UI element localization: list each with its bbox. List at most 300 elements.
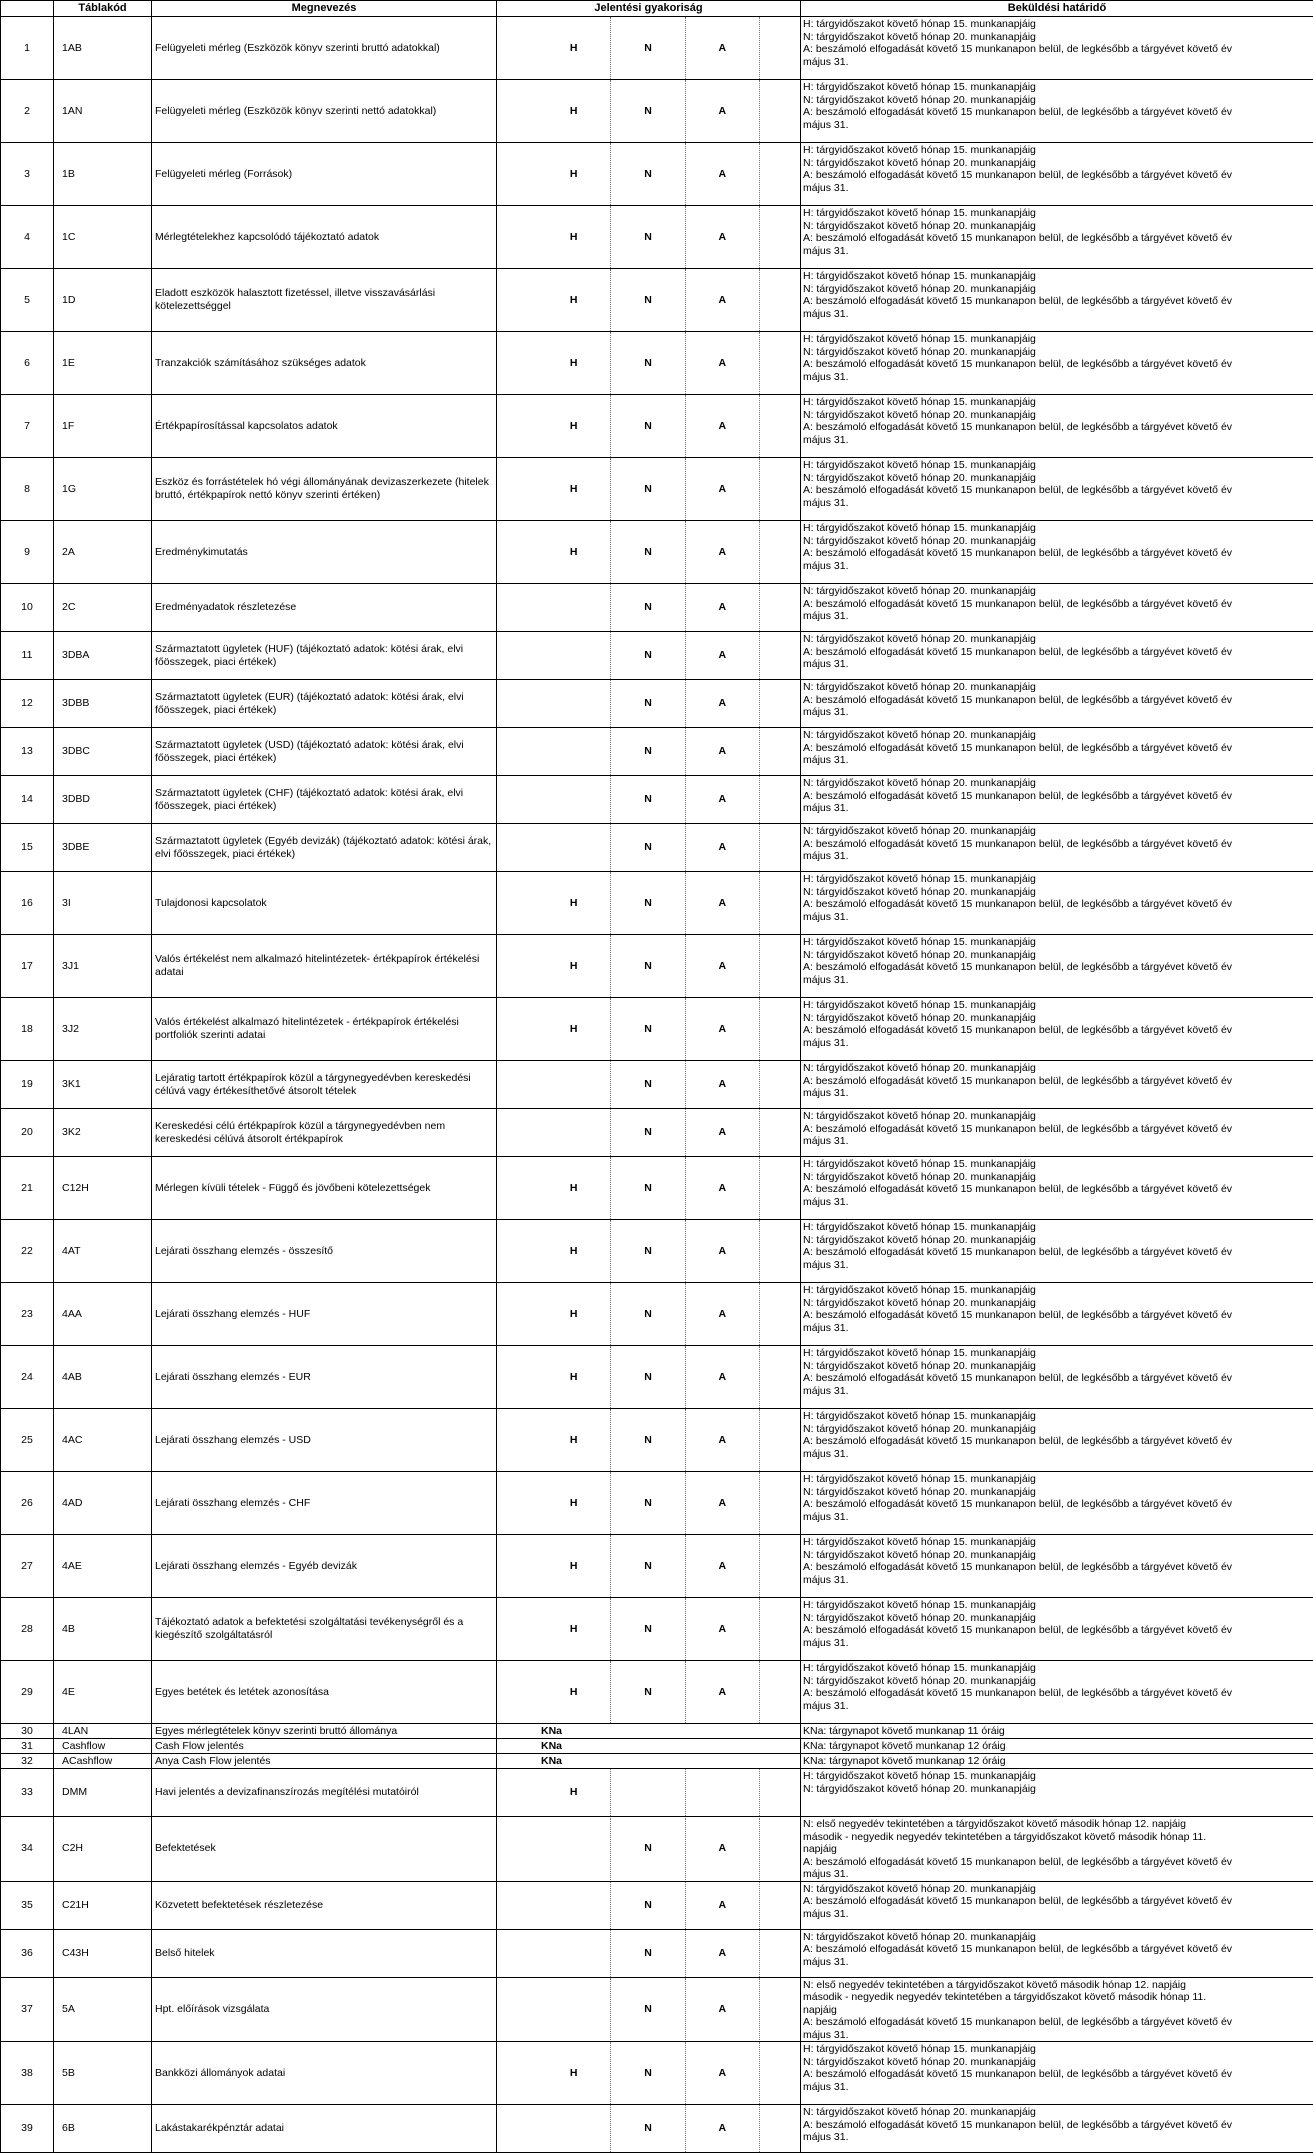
deadline-line: A: beszámoló elfogadását követő 15 munkanapon belül, de legkésőbb a tárgyévet követő év (803, 742, 1311, 755)
deadline-line: május 31. (803, 1637, 1311, 1650)
deadline-line: N: tárgyidőszakot követő hónap 20. munkanapjáig (803, 535, 1311, 548)
row-number: 20 (1, 1109, 54, 1157)
deadline-line: N: tárgyidőszakot követő hónap 20. munkanapjáig (803, 633, 1311, 646)
deadline-line: A: beszámoló elfogadását követő 15 munkanapon belül, de legkésőbb a tárgyévet követő év (803, 598, 1311, 611)
deadline-line: N: tárgyidőszakot követő hónap 20. munkanapjáig (803, 681, 1311, 694)
frequency-n (611, 1769, 685, 1816)
frequency-a: A (686, 1220, 760, 1282)
table-name: Befektetések (152, 1817, 497, 1882)
deadline-line: N: tárgyidőszakot követő hónap 20. munkanapjáig (803, 2056, 1311, 2069)
frequency-a: A (686, 1535, 760, 1597)
frequency-h: H (537, 1769, 611, 1816)
table-body (1, 17, 1313, 2153)
table-row (1, 458, 1313, 521)
deadline-line: A: beszámoló elfogadását követő 15 munkanapon belül, de legkésőbb a tárgyévet követő év (803, 484, 1311, 497)
frequency-cell (497, 872, 801, 935)
frequency-h (537, 824, 611, 871)
deadline-line: N: tárgyidőszakot követő hónap 20. munkanapjáig (803, 1883, 1311, 1896)
deadline-line: A: beszámoló elfogadását követő 15 munkanapon belül, de legkésőbb a tárgyévet követő év (803, 1183, 1311, 1196)
table-code: 5A (54, 1977, 152, 2042)
frequency-cell (497, 1061, 801, 1109)
deadline-line: N: tárgyidőszakot követő hónap 20. munkanapjáig (803, 825, 1311, 838)
deadline-line: H: tárgyidőszakot követő hónap 15. munkanapjáig (803, 873, 1311, 886)
frequency-h: H (537, 1220, 611, 1282)
table-row (1, 680, 1313, 728)
deadline-line: A: beszámoló elfogadását követő 15 munkanapon belül, de legkésőbb a tárgyévet követő év (803, 1309, 1311, 1322)
frequency-a: A (686, 1157, 760, 1219)
deadline-cell (801, 1739, 1313, 1754)
deadline-line: május 31. (803, 1868, 1311, 1881)
row-number: 6 (1, 332, 54, 395)
frequency-cell (497, 728, 801, 776)
row-number: 18 (1, 998, 54, 1061)
deadline-line: N: tárgyidőszakot követő hónap 20. munkanapjáig (803, 1012, 1311, 1025)
frequency-cell (497, 1661, 801, 1724)
deadline-line: N: tárgyidőszakot követő hónap 20. munkanapjáig (803, 346, 1311, 359)
table-code: 1D (54, 269, 152, 332)
table-name: Valós értékelést nem alkalmazó hitelintézetek- értékpapírok értékelési adatai (152, 935, 497, 998)
frequency-a: A (686, 1978, 760, 2040)
deadline-cell (801, 1409, 1313, 1472)
row-number: 32 (1, 1754, 54, 1769)
deadline-cell (801, 1598, 1313, 1661)
table-name: Származtatott ügyletek (EUR) (tájékoztató adatok: kötési árak, elvi főösszegek, piaci értékek) (152, 680, 497, 728)
frequency-a: A (686, 1818, 760, 1880)
deadline-cell (801, 80, 1313, 143)
row-number: 17 (1, 935, 54, 998)
deadline-line: H: tárgyidőszakot követő hónap 15. munkanapjáig (803, 1536, 1311, 1549)
frequency-h: H (537, 1598, 611, 1660)
deadline-line: május 31. (803, 1087, 1311, 1100)
frequency-cell (497, 1220, 801, 1283)
deadline-line: A: beszámoló elfogadását követő 15 munkanapon belül, de legkésőbb a tárgyévet követő év (803, 1943, 1311, 1956)
table-row (1, 1346, 1313, 1409)
frequency-n: N (611, 1978, 685, 2040)
table-row (1, 1754, 1313, 1769)
frequency-a: A (686, 1409, 760, 1471)
row-number: 21 (1, 1157, 54, 1220)
table-row (1, 632, 1313, 680)
frequency-h: H (537, 17, 611, 79)
deadline-line: H: tárgyidőszakot követő hónap 15. munkanapjáig (803, 1662, 1311, 1675)
deadline-cell (801, 1817, 1313, 1882)
table-name: Felügyeleti mérleg (Eszközök könyv szerinti bruttó adatokkal) (152, 17, 497, 80)
deadline-line: H: tárgyidőszakot követő hónap 15. munkanapjáig (803, 2043, 1311, 2056)
frequency-n: N (611, 80, 685, 142)
deadline-line: N: tárgyidőszakot követő hónap 20. munkanapjáig (803, 1612, 1311, 1625)
deadline-line: N: tárgyidőszakot követő hónap 20. munkanapjáig (803, 1486, 1311, 1499)
table-row (1, 1929, 1313, 1977)
frequency-h: H (537, 1535, 611, 1597)
table-name: Egyes mérlegtételek könyv szerinti bruttó állománya (152, 1724, 497, 1739)
frequency-n: N (611, 332, 685, 394)
table-row (1, 728, 1313, 776)
table-code: 3J2 (54, 998, 152, 1061)
row-number: 34 (1, 1817, 54, 1882)
deadline-cell (801, 998, 1313, 1061)
deadline-line: május 31. (803, 1448, 1311, 1461)
deadline-line: május 31. (803, 658, 1311, 671)
table-row (1, 1739, 1313, 1754)
deadline-cell (801, 1346, 1313, 1409)
frequency-h: H (537, 206, 611, 268)
frequency-n: N (611, 17, 685, 79)
header-deadline: Beküldési határidő (801, 1, 1313, 17)
deadline-cell (801, 1283, 1313, 1346)
table-name: Tájékoztató adatok a befektetési szolgáltatási tevékenységről és a kiegészítő szolgáltatásról (152, 1598, 497, 1661)
frequency-h (537, 776, 611, 823)
row-number: 4 (1, 206, 54, 269)
table-row (1, 824, 1313, 872)
row-number: 14 (1, 776, 54, 824)
table-name: Tranzakciók számításához szükséges adatok (152, 332, 497, 395)
deadline-cell (801, 680, 1313, 728)
frequency-cell (497, 458, 801, 521)
row-number: 36 (1, 1929, 54, 1977)
row-number: 10 (1, 584, 54, 632)
table-row (1, 1061, 1313, 1109)
table-row (1, 206, 1313, 269)
frequency-n: N (611, 1661, 685, 1723)
deadline-line: május 31. (803, 119, 1311, 132)
frequency-cell (497, 935, 801, 998)
frequency-n: N (611, 1472, 685, 1534)
header-row (1, 1, 1313, 17)
frequency-h: H (537, 1283, 611, 1345)
table-code: 4AD (54, 1472, 152, 1535)
table-code: 3K1 (54, 1061, 152, 1109)
table-code: 1G (54, 458, 152, 521)
frequency-h: H (537, 395, 611, 457)
deadline-line: H: tárgyidőszakot követő hónap 15. munkanapjáig (803, 18, 1311, 31)
deadline-cell (801, 824, 1313, 872)
deadline-line: H: tárgyidőszakot követő hónap 15. munkanapjáig (803, 144, 1311, 157)
frequency-n: N (611, 1818, 685, 1880)
table-code: 1B (54, 143, 152, 206)
frequency-n: N (611, 935, 685, 997)
frequency-cell (497, 1346, 801, 1409)
table-name: Bankközi állományok adatai (152, 2042, 497, 2105)
row-number: 9 (1, 521, 54, 584)
deadline-cell (801, 395, 1313, 458)
deadline-cell (801, 206, 1313, 269)
deadline-line: május 31. (803, 56, 1311, 69)
deadline-line: május 31. (803, 911, 1311, 924)
row-number: 25 (1, 1409, 54, 1472)
deadline-line: május 31. (803, 610, 1311, 623)
frequency-h: H (537, 1409, 611, 1471)
frequency-a: A (686, 935, 760, 997)
header-frequency: Jelentési gyakoriság (497, 1, 801, 17)
frequency-h: H (537, 332, 611, 394)
frequency-h: H (537, 458, 611, 520)
deadline-line: N: tárgyidőszakot követő hónap 20. munkanapjáig (803, 409, 1311, 422)
deadline-cell (801, 1535, 1313, 1598)
frequency-h: H (537, 998, 611, 1060)
row-number: 1 (1, 17, 54, 80)
deadline-line: H: tárgyidőszakot követő hónap 15. munkanapjáig (803, 396, 1311, 409)
table-code: C21H (54, 1881, 152, 1929)
table-row (1, 776, 1313, 824)
table-code: 3DBC (54, 728, 152, 776)
deadline-line: H: tárgyidőszakot követő hónap 15. munkanapjáig (803, 207, 1311, 220)
table-name: Lejárati összhang elemzés - CHF (152, 1472, 497, 1535)
table-name: Cash Flow jelentés (152, 1739, 497, 1754)
deadline-cell (801, 269, 1313, 332)
row-number: 28 (1, 1598, 54, 1661)
frequency-a: A (686, 80, 760, 142)
frequency-h (537, 1061, 611, 1108)
frequency-a: A (686, 728, 760, 775)
table-row (1, 17, 1313, 80)
deadline-line: N: tárgyidőszakot követő hónap 20. munkanapjáig (803, 1234, 1311, 1247)
deadline-line: N: tárgyidőszakot követő hónap 20. munkanapjáig (803, 220, 1311, 233)
frequency-a: A (686, 1346, 760, 1408)
deadline-cell (801, 1220, 1313, 1283)
frequency-cell (497, 776, 801, 824)
deadline-line: A: beszámoló elfogadását követő 15 munkanapon belül, de legkésőbb a tárgyévet követő év (803, 1687, 1311, 1700)
deadline-line: A: beszámoló elfogadását követő 15 munkanapon belül, de legkésőbb a tárgyévet követő év (803, 790, 1311, 803)
table-row (1, 1109, 1313, 1157)
row-number: 3 (1, 143, 54, 206)
frequency-cell (497, 1409, 801, 1472)
frequency-n: N (611, 395, 685, 457)
deadline-cell (801, 1977, 1313, 2042)
deadline-line: május 31. (803, 1574, 1311, 1587)
deadline-line: A: beszámoló elfogadását követő 15 munkanapon belül, de legkésőbb a tárgyévet követő év (803, 2016, 1311, 2029)
row-number: 2 (1, 80, 54, 143)
frequency-cell (497, 1535, 801, 1598)
row-number: 37 (1, 1977, 54, 2042)
frequency-n: N (611, 1061, 685, 1108)
deadline-cell (801, 776, 1313, 824)
table-row (1, 1157, 1313, 1220)
frequency-n: N (611, 998, 685, 1060)
table-code: C12H (54, 1157, 152, 1220)
frequency-cell: KNa (497, 1754, 801, 1769)
table-code: 4AB (54, 1346, 152, 1409)
frequency-cell (497, 80, 801, 143)
deadline-line: N: tárgyidőszakot követő hónap 20. munkanapjáig (803, 1783, 1311, 1796)
row-number: 27 (1, 1535, 54, 1598)
frequency-a: A (686, 824, 760, 871)
deadline-line: második - negyedik negyedév tekintetében a tárgyidőszakot követő második hónap 11. (803, 1831, 1311, 1844)
deadline-line: napjáig (803, 2004, 1311, 2017)
table-row (1, 2105, 1313, 2153)
frequency-cell: KNa (497, 1724, 801, 1739)
frequency-a: A (686, 584, 760, 631)
table-row (1, 80, 1313, 143)
frequency-a: A (686, 1661, 760, 1723)
table-row (1, 1220, 1313, 1283)
frequency-h (537, 1818, 611, 1880)
table-name: Valós értékelést alkalmazó hitelintézetek - értékpapírok értékelési portfoliók szerinti adatai (152, 998, 497, 1061)
table-name: Származtatott ügyletek (HUF) (tájékoztató adatok: kötési árak, elvi főösszegek, piaci értékek) (152, 632, 497, 680)
frequency-a: A (686, 2105, 760, 2152)
deadline-line: N: tárgyidőszakot követő hónap 20. munkanapjáig (803, 1931, 1311, 1944)
table-code: 4AA (54, 1283, 152, 1346)
deadline-line: N: tárgyidőszakot követő hónap 20. munkanapjáig (803, 1171, 1311, 1184)
frequency-cell (497, 2105, 801, 2153)
deadline-cell (801, 1754, 1313, 1769)
deadline-line: H: tárgyidőszakot követő hónap 15. munkanapjáig (803, 1770, 1311, 1783)
frequency-a: A (686, 998, 760, 1060)
row-number: 23 (1, 1283, 54, 1346)
table-row (1, 143, 1313, 206)
frequency-n: N (611, 1882, 685, 1929)
row-number: 29 (1, 1661, 54, 1724)
table-code: C43H (54, 1929, 152, 1977)
table-name: Eredményadatok részletezése (152, 584, 497, 632)
row-number: 7 (1, 395, 54, 458)
table-code: Cashflow (54, 1739, 152, 1754)
table-name: Anya Cash Flow jelentés (152, 1754, 497, 1769)
table-row (1, 998, 1313, 1061)
row-number: 5 (1, 269, 54, 332)
frequency-a: A (686, 1283, 760, 1345)
frequency-n: N (611, 680, 685, 727)
table-name: Lejárati összhang elemzés - összesítő (152, 1220, 497, 1283)
deadline-line: május 31. (803, 850, 1311, 863)
frequency-n: N (611, 1157, 685, 1219)
deadline-line: A: beszámoló elfogadását követő 15 munkanapon belül, de legkésőbb a tárgyévet követő év (803, 295, 1311, 308)
table-row (1, 1881, 1313, 1929)
frequency-a: A (686, 776, 760, 823)
table-row (1, 269, 1313, 332)
deadline-line: május 31. (803, 371, 1311, 384)
frequency-cell (497, 1929, 801, 1977)
deadline-line: A: beszámoló elfogadását követő 15 munkanapon belül, de legkésőbb a tárgyévet követő év (803, 43, 1311, 56)
frequency-n: N (611, 1598, 685, 1660)
deadline-line: H: tárgyidőszakot követő hónap 15. munkanapjáig (803, 1347, 1311, 1360)
frequency-a: A (686, 206, 760, 268)
header-name: Megnevezés (152, 1, 497, 17)
deadline-line: N: tárgyidőszakot követő hónap 20. munkanapjáig (803, 1423, 1311, 1436)
deadline-line: május 31. (803, 1322, 1311, 1335)
deadline-line: H: tárgyidőszakot követő hónap 15. munkanapjáig (803, 270, 1311, 283)
frequency-n: N (611, 824, 685, 871)
deadline-line: május 31. (803, 1259, 1311, 1272)
deadline-line: KNa: tárgynapot követő munkanap 12 óráig (803, 1740, 1311, 1753)
frequency-h: H (537, 143, 611, 205)
deadline-line: N: tárgyidőszakot követő hónap 20. munkanapjáig (803, 1360, 1311, 1373)
frequency-h: H (537, 1661, 611, 1723)
row-number: 11 (1, 632, 54, 680)
deadline-line: A: beszámoló elfogadását követő 15 munkanapon belül, de legkésőbb a tárgyévet követő év (803, 1561, 1311, 1574)
frequency-cell (497, 1109, 801, 1157)
row-number: 16 (1, 872, 54, 935)
frequency-cell (497, 998, 801, 1061)
deadline-line: N: tárgyidőszakot követő hónap 20. munkanapjáig (803, 1110, 1311, 1123)
frequency-cell (497, 1472, 801, 1535)
frequency-cell (497, 269, 801, 332)
deadline-line: A: beszámoló elfogadását követő 15 munkanapon belül, de legkésőbb a tárgyévet követő év (803, 898, 1311, 911)
table-row (1, 1535, 1313, 1598)
deadline-cell (801, 521, 1313, 584)
frequency-h (537, 1882, 611, 1929)
frequency-n: N (611, 2042, 685, 2104)
frequency-a: A (686, 1882, 760, 1929)
deadline-cell (801, 935, 1313, 998)
frequency-cell (497, 521, 801, 584)
table-code: 4AT (54, 1220, 152, 1283)
frequency-h (537, 728, 611, 775)
deadline-line: N: tárgyidőszakot követő hónap 20. munkanapjáig (803, 283, 1311, 296)
frequency-cell (497, 1598, 801, 1661)
frequency-h (537, 1109, 611, 1156)
table-code: 1AB (54, 17, 152, 80)
deadline-line: H: tárgyidőszakot követő hónap 15. munkanapjáig (803, 1284, 1311, 1297)
table-code: 1F (54, 395, 152, 458)
deadline-cell (801, 17, 1313, 80)
frequency-h (537, 2105, 611, 2152)
table-row (1, 1977, 1313, 2042)
table-row (1, 1817, 1313, 1882)
frequency-h (537, 632, 611, 679)
frequency-a: A (686, 521, 760, 583)
frequency-n: N (611, 206, 685, 268)
table-code: 4E (54, 1661, 152, 1724)
frequency-a: A (686, 2042, 760, 2104)
row-number: 33 (1, 1769, 54, 1817)
frequency-n: N (611, 1283, 685, 1345)
deadline-line: A: beszámoló elfogadását követő 15 munkanapon belül, de legkésőbb a tárgyévet követő év (803, 2068, 1311, 2081)
deadline-cell (801, 2042, 1313, 2105)
table-code: 2C (54, 584, 152, 632)
deadline-line: N: tárgyidőszakot követő hónap 20. munkanapjáig (803, 1297, 1311, 1310)
deadline-cell (801, 1061, 1313, 1109)
table-code: 1E (54, 332, 152, 395)
deadline-line: A: beszámoló elfogadását követő 15 munkanapon belül, de legkésőbb a tárgyévet követő év (803, 1856, 1311, 1869)
deadline-line: május 31. (803, 1956, 1311, 1969)
deadline-line: május 31. (803, 1037, 1311, 1050)
frequency-a: A (686, 632, 760, 679)
table-name: Eredménykimutatás (152, 521, 497, 584)
deadline-cell (801, 632, 1313, 680)
deadline-line: A: beszámoló elfogadását követő 15 munkanapon belül, de legkésőbb a tárgyévet követő év (803, 961, 1311, 974)
table-row (1, 1769, 1313, 1817)
table-code: 5B (54, 2042, 152, 2105)
table-code: 2A (54, 521, 152, 584)
row-number: 19 (1, 1061, 54, 1109)
frequency-n: N (611, 728, 685, 775)
frequency-n: N (611, 1535, 685, 1597)
table-name: Mérlegen kívüli tételek - Függő és jövőbeni kötelezettségek (152, 1157, 497, 1220)
row-number: 31 (1, 1739, 54, 1754)
frequency-cell (497, 2042, 801, 2105)
frequency-cell (497, 1769, 801, 1817)
deadline-line: A: beszámoló elfogadását követő 15 munkanapon belül, de legkésőbb a tárgyévet követő év (803, 646, 1311, 659)
table-name: Értékpapírosítással kapcsolatos adatok (152, 395, 497, 458)
frequency-n: N (611, 1220, 685, 1282)
table-name: Tulajdonosi kapcsolatok (152, 872, 497, 935)
deadline-cell (801, 584, 1313, 632)
frequency-cell (497, 632, 801, 680)
frequency-h (537, 1978, 611, 2040)
row-number: 39 (1, 2105, 54, 2153)
table-code: 3I (54, 872, 152, 935)
deadline-line: N: tárgyidőszakot követő hónap 20. munkanapjáig (803, 1062, 1311, 1075)
deadline-line: N: tárgyidőszakot követő hónap 20. munkanapjáig (803, 1549, 1311, 1562)
frequency-a: A (686, 269, 760, 331)
deadline-line: A: beszámoló elfogadását követő 15 munkanapon belül, de legkésőbb a tárgyévet követő év (803, 1624, 1311, 1637)
table-name: Lejárati összhang elemzés - EUR (152, 1346, 497, 1409)
frequency-n: N (611, 269, 685, 331)
deadline-line: N: első negyedév tekintetében a tárgyidőszakot követő második hónap 12. napjáig (803, 1979, 1311, 1992)
frequency-h (537, 680, 611, 727)
table-code: 6B (54, 2105, 152, 2153)
deadline-line: A: beszámoló elfogadását követő 15 munkanapon belül, de legkésőbb a tárgyévet követő év (803, 694, 1311, 707)
